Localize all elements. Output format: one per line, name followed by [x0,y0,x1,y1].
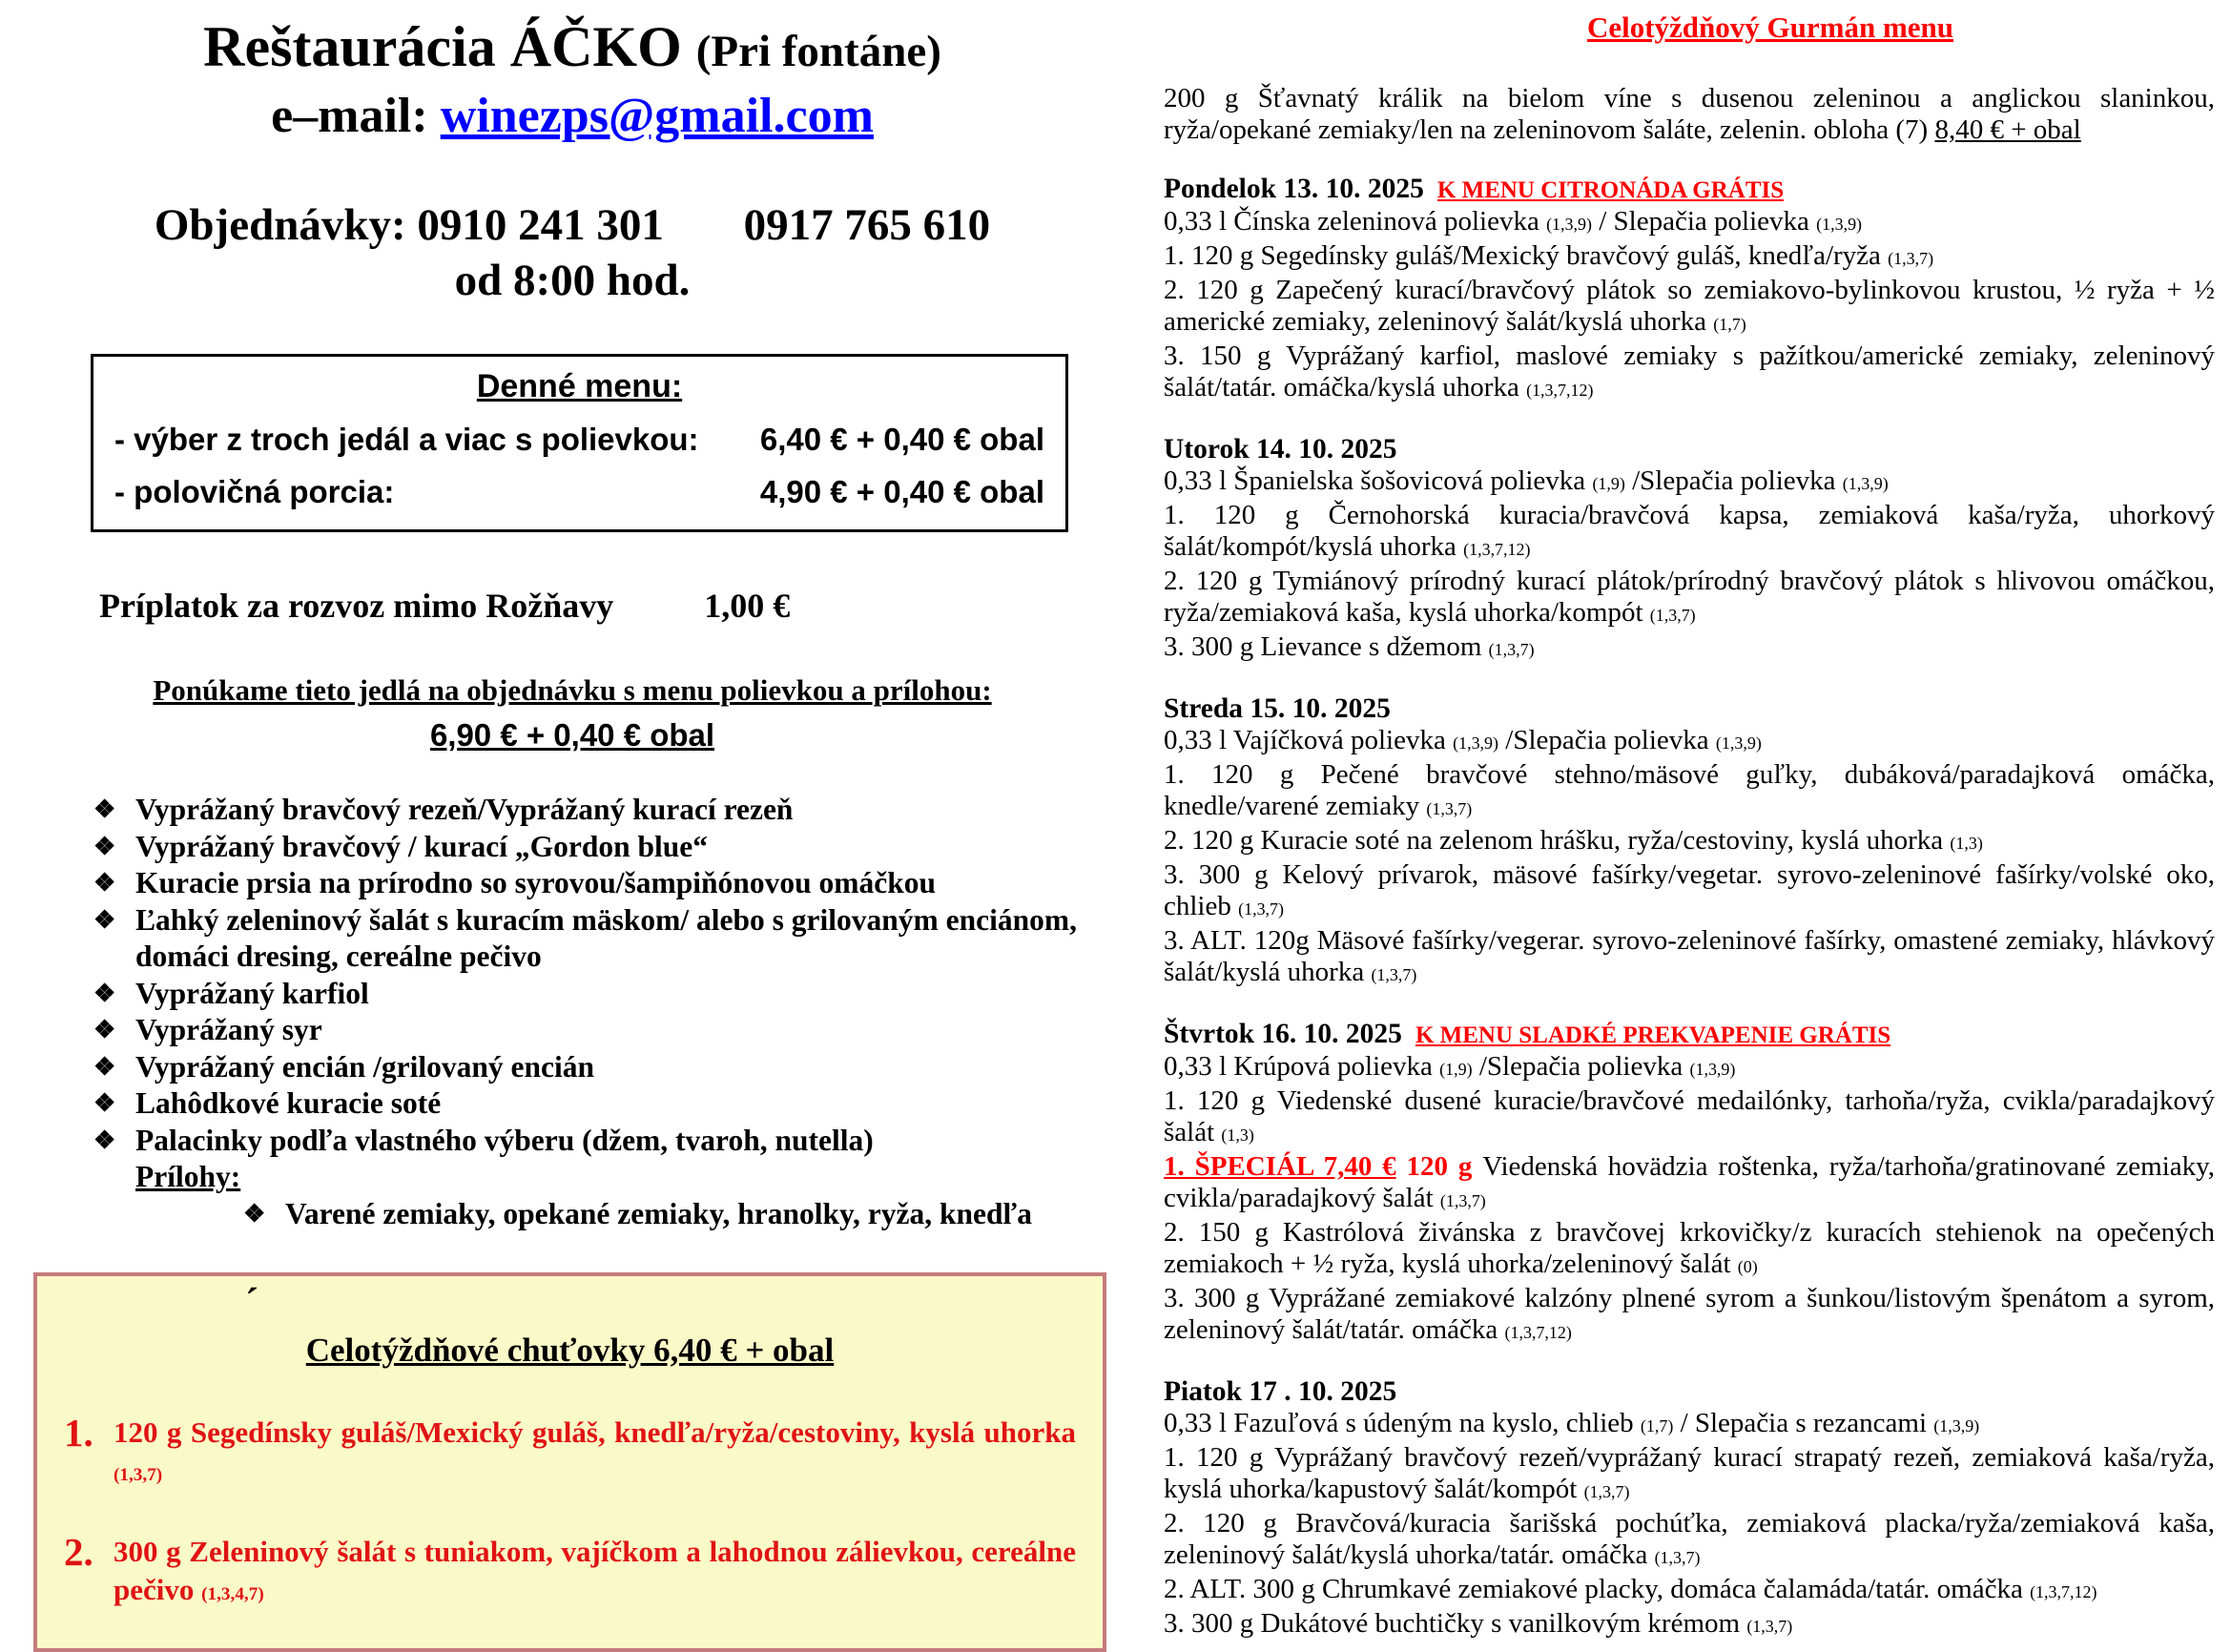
menu-line [1164,1608,2215,1642]
menu-line [1164,206,2215,240]
day-title [1164,1376,2215,1408]
allergen-codes: (1,3,7) [1746,1617,1793,1637]
menu-text-segment: 2. 120 g Zapečený kurací/bravčový plátok so zemiakovo-bylinkovou krustou, ½ ryža + ½ americké zemiaky, zeleninový šalát/kyslá uhorka [1164,275,2215,338]
gurman-menu-heading: Celotýždňový Gurmán menu [1586,10,1954,44]
left-column [38,15,1106,1652]
menu-text-segment: 2. 120 g Bravčová/kuracia šarišská pochúťka, zemiaková placka/ryža/zemiaková kaša, zeleninový šalát/kyslá uhorka/tatár. omáčka [1164,1508,2215,1571]
allergen-codes: (1,3,7,12) [1526,381,1594,401]
snack-item-number: 1. [64,1411,93,1455]
menu-text-segment: 1. ŠPECIÁL 7,40 € [1164,1151,1396,1183]
menu-line [1164,566,2215,631]
day-menu-block [1164,1376,2215,1642]
menu-line [1164,1085,2215,1151]
order-dish-item [38,1123,1106,1160]
menu-line [1164,1442,2215,1508]
allergen-codes: (1,3,7) [1583,1482,1630,1502]
day-date: Streda 15. 10. 2025 [1164,693,1391,725]
diamond-bullet-icon: ❖ [93,905,116,934]
diamond-bullet-icon: ❖ [93,1089,116,1117]
menu-text-segment: 0,33 l Fazuľová s údeným na kyslo, chlieb [1164,1408,1641,1439]
menu-text-segment: 1. 120 g Vyprážaný bravčový rezeň/vyprážaný kurací strapatý rezeň, zemiaková kaša/ryža, kyslá uhorka/kapustový šalát/kompót [1164,1442,2215,1505]
menu-text-segment: 3. ALT. 120g Mäsové fašírky/vegerar. syrovo-zeleninové fašírky, omastené zemiaky, hlávkový šalát/kyslá uhorka [1164,925,2215,988]
menu-line [1164,1051,2215,1085]
snack-item-text: 300 g Zeleninový šalát s tuniakom, vajíčkom a lahodnou zálievkou, cereálne pečivo (1,3,4,7) [114,1535,1076,1606]
diamond-bullet-icon: ❖ [93,1125,116,1154]
allergen-codes: (1,3,9) [1715,733,1762,754]
allergen-codes: (1,3,7) [1426,799,1473,819]
menu-text-segment: 2. 120 g Tymiánový prírodný kurací plátok/prírodný bravčový plátok s hlivovou omáčkou, ryža/zemiaková kaša, kyslá uhorka/kompót [1164,566,2215,629]
orders-phone-1: 0910 241 301 [417,200,664,250]
menu-line [1164,1574,2215,1608]
order-dishes-list [38,792,1106,1159]
allergen-codes: (1,3,7,12) [2030,1582,2097,1602]
menu-line [1164,725,2215,759]
day-title [1164,1019,2215,1051]
menu-text-segment: 1. 120 g Viedenské dusené kuracie/bravčové medailónky, tarhoňa/ryža, cvikla/paradajkový šalát [1164,1085,2215,1148]
day-title [1164,693,2215,725]
day-date: Štvrtok 16. 10. 2025 [1164,1019,1402,1050]
menu-text-segment: 3. 300 g Lievance s džemom [1164,631,1489,663]
order-dish-text: Lahôdkové kuracie soté [135,1086,442,1120]
menu-text-segment: 2. ALT. 300 g Chrumkavé zemiakové placky, domáca čalamáda/tatár. omáčka [1164,1574,2031,1605]
sides-item-row [38,1196,1106,1233]
weekday-menus [1164,174,2215,1642]
day-menu-block [1164,1019,2215,1349]
daily-menu-row [114,474,1044,510]
allergen-codes: (1,3) [1221,1125,1254,1146]
stray-accent-mark: ´ [245,1281,258,1325]
diamond-bullet-icon: ❖ [93,979,116,1007]
diamond-bullet-icon: ❖ [243,1199,266,1228]
diamond-bullet-icon: ❖ [93,795,116,823]
order-dish-item [38,1012,1106,1049]
order-dish-text: Vyprážaný bravčový / kurací „Gordon blue“ [135,829,709,863]
order-dish-item [38,1049,1106,1086]
daily-menu-row [114,422,1044,458]
delivery-surcharge-price: 1,00 € [704,587,791,625]
allergen-codes: (1,3,9) [1933,1416,1980,1436]
daily-menu-row-label: - výber z troch jedál a viac s polievkou: [114,422,699,457]
day-title [1164,434,2215,465]
menu-text-segment: 8,40 € + obal [1934,114,2081,146]
menu-line [1164,341,2215,406]
day-date: Piatok 17 . 10. 2025 [1164,1376,1397,1408]
allergen-codes: (1,3,9) [1546,215,1592,235]
allergen-codes: (1,9) [1592,474,1625,494]
allergen-codes: (1,3,9) [1816,215,1863,235]
menu-text-segment: / Slepačia polievka [1591,206,1817,237]
allergen-codes: (1,3,7) [1488,640,1535,660]
order-offer-price: 6,90 € + 0,40 € obal [429,717,715,753]
menu-line [1164,1217,2215,1283]
menu-text-segment: Viedenská hovädzia roštenka, ryža/tarhoňa/gratinované zemiaky, cvikla/paradajkový šalát [1164,1151,2216,1214]
allergen-codes: (1,3,9) [1842,474,1889,494]
email-label: e–mail: [271,89,428,143]
day-date: Pondelok 13. 10. 2025 [1164,174,1424,205]
delivery-surcharge-line [99,586,1106,626]
menu-line [1164,240,2215,275]
order-dish-item [38,976,1106,1013]
menu-text-segment: 3. 300 g Dukátové buchtičky s vanilkovým krémom [1164,1608,1747,1640]
day-promo-text: K MENU SLADKÉ PREKVAPENIE GRÁTIS [1415,1022,1891,1049]
menu-text-segment: 1. 120 g Pečené bravčové stehno/mäsové guľky, dubáková/paradajková omáčka, knedle/varené zemiaky [1164,759,2215,822]
menu-text-segment: 120 g [1395,1151,1483,1183]
daily-menu-row-price: 4,90 € + 0,40 € obal [759,474,1044,509]
order-dish-text: Palacinky podľa vlastného výberu (džem, tvaroh, nutella) [135,1123,874,1157]
allergen-codes: (1,3,7) [1888,249,1934,269]
allergen-codes: (1,7) [1640,1416,1674,1436]
menu-text-segment: 0,33 l Vajíčková polievka [1164,725,1454,756]
order-dish-text: Vyprážaný syr [135,1013,322,1046]
snack-item-number: 2. [64,1530,93,1574]
menu-text-segment: 0,33 l Španielska šošovicová polievka [1164,465,1593,497]
menu-text-segment: /Slepačia polievka [1472,1051,1690,1083]
menu-text-segment: /Slepačia polievka [1498,725,1716,756]
restaurant-title [38,15,1106,78]
allergen-codes: (1,3,9) [1453,733,1499,754]
allergen-codes: (1,3,9) [1689,1060,1736,1080]
daily-menu-row-price: 6,40 € + 0,40 € obal [759,422,1044,457]
menu-text-segment: 1. 120 g Segedínsky guláš/Mexický bravčový guláš, knedľa/ryža [1164,240,1889,272]
menu-line [1164,1408,2215,1442]
allergen-codes: (1,3,7) [1238,899,1285,919]
menu-text-segment: 200 g Šťavnatý králik na bielom víne s dusenou zeleninou a anglickou slaninkou, ryža/opekané zemiaky/len na zeleninovom šaláte, zelenin. obloha (7) [1164,83,2215,146]
allergen-codes: (1,3,7) [1654,1548,1701,1568]
restaurant-name: Reštaurácia ÁČKO [203,15,682,78]
allergen-codes: (1,3,7) [1439,1191,1486,1211]
menu-text-segment: 3. 150 g Vyprážaný karfiol, maslové zemiaky s pažítkou/americké zemiaky, zeleninový šalát/tatár. omáčka/kyslá uhorka [1164,341,2215,403]
menu-text-segment: 3. 300 g Vyprážané zemiakové kalzóny plnené syrom a šunkou/listovým špenátom a syrom, zeleninový šalát/tatár. omáčka [1164,1283,2215,1346]
allergen-codes: (1,3) [1950,834,1983,854]
menu-text-segment: / Slepačia s rezancami [1673,1408,1934,1439]
menu-line [1164,1151,2215,1217]
snack-item-text: 120 g Segedínsky guláš/Mexický guláš, knedľa/ryža/cestoviny, kyslá uhorka (1,3,7) [114,1415,1076,1485]
menu-line [1164,500,2215,566]
menu-text-segment: 0,33 l Krúpová polievka [1164,1051,1440,1083]
menu-line [1164,859,2215,925]
menu-line [1164,465,2215,500]
allergen-codes: (1,3,7) [114,1465,163,1485]
order-dish-text: Vyprážaný bravčový rezeň/Vyprážaný kurací rezeň [135,793,794,826]
menu-line [1164,825,2215,859]
restaurant-subtitle: (Pri fontáne) [695,27,941,76]
day-title [1164,174,2215,206]
delivery-surcharge-label: Príplatok za rozvoz mimo Rožňavy [99,587,614,625]
menu-line [1164,275,2215,341]
weekly-snack-item [64,1411,1076,1495]
menu-text-segment: /Slepačia polievka [1624,465,1843,497]
menu-text-segment: 2. 150 g Kastrólová živánska z bravčovej krkovičky/z kuracích stehienok na opečených zemiakoch + ½ ryža, kyslá uhorka/zeleninový šalát [1164,1217,2215,1280]
diamond-bullet-icon: ❖ [93,869,116,897]
day-menu-block [1164,434,2215,666]
order-dish-item [38,792,1106,829]
menu-text-segment: 0,33 l Čínska zeleninová polievka [1164,206,1547,237]
daily-menu-title: Denné menu: [476,368,683,404]
allergen-codes: (1,7) [1713,315,1746,335]
diamond-bullet-icon: ❖ [93,1052,116,1081]
menu-line [1164,1508,2215,1574]
allergen-codes: (0) [1737,1257,1758,1277]
day-promo-text: K MENU CITRONÁDA GRÁTIS [1436,177,1785,204]
email-link[interactable]: winezps@gmail.com [440,89,874,143]
sides-label: Prílohy: [135,1160,241,1193]
orders-label: Objednávky: [154,200,406,250]
order-dish-item [38,1085,1106,1123]
diamond-bullet-icon: ❖ [93,1016,116,1043]
weekly-snack-item [64,1530,1076,1614]
allergen-codes: (1,3,7,12) [1463,540,1531,560]
day-menu-block [1164,174,2215,406]
menu-line [1164,631,2215,666]
allergen-codes: (1,9) [1439,1060,1473,1080]
order-dish-text: Kuracie prsia na prírodno so syrovou/šampiňónovou omáčkou [135,866,936,899]
daily-menu-box [91,354,1068,532]
day-date: Utorok 14. 10. 2025 [1164,434,1397,465]
allergen-codes: (1,3,7,12) [1504,1323,1572,1343]
weekly-snacks-title: Celotýždňové chuťovky 6,40 € + obal [305,1332,835,1369]
order-dish-item [38,902,1106,976]
order-offer-heading: Ponúkame tieto jedlá na objednávku s menu polievkou a prílohou: [153,673,992,707]
weekly-snacks-box [33,1272,1106,1652]
order-dish-text: Vyprážaný encián /grilovaný encián [135,1049,594,1084]
order-dish-text: Ľahký zeleninový šalát s kuracím mäskom/ alebo s grilovaným enciánom, domáci dresing, cereálne pečivo [135,902,1078,973]
day-menu-block [1164,693,2215,991]
order-dish-text: Vyprážaný karfiol [135,976,369,1010]
weekly-snacks-list [64,1411,1076,1614]
menu-text-segment: 3. 300 g Kelový prívarok, mäsové fašírky/vegetar. syrovo-zeleninové fašírky/volské oko, chlieb [1164,859,2215,922]
orders-from-time: od 8:00 hod. [454,256,691,305]
daily-menu-row-label: - polovičná porcia: [114,474,395,509]
menu-line [1164,759,2215,825]
diamond-bullet-icon: ❖ [93,832,116,860]
menu-line [1164,925,2215,991]
allergen-codes: (1,3,7) [1649,606,1696,626]
order-dish-item [38,829,1106,866]
right-column [1164,10,2215,1642]
orders-phone-2: 0917 765 610 [743,200,991,250]
menu-text-segment: 2. 120 g Kuracie soté na zelenom hrášku, ryža/cestoviny, kyslá uhorka [1164,825,1951,857]
sides-item-text: Varené zemiaky, opekané zemiaky, hranolky, ryža, knedľa [285,1196,1033,1230]
allergen-codes: (1,3,7) [1371,965,1417,985]
order-dish-item [38,865,1106,902]
gurman-menu-intro [1164,83,2215,146]
menu-line [1164,1283,2215,1349]
email-line [38,88,1106,144]
orders-line [38,199,1106,251]
menu-text-segment: 1. 120 g Černohorská kuracia/bravčová kapsa, zemiaková kaša/ryža, uhorkový šalát/kompót/kyslá uhorka [1164,500,2215,563]
allergen-codes: (1,3,4,7) [201,1584,264,1604]
